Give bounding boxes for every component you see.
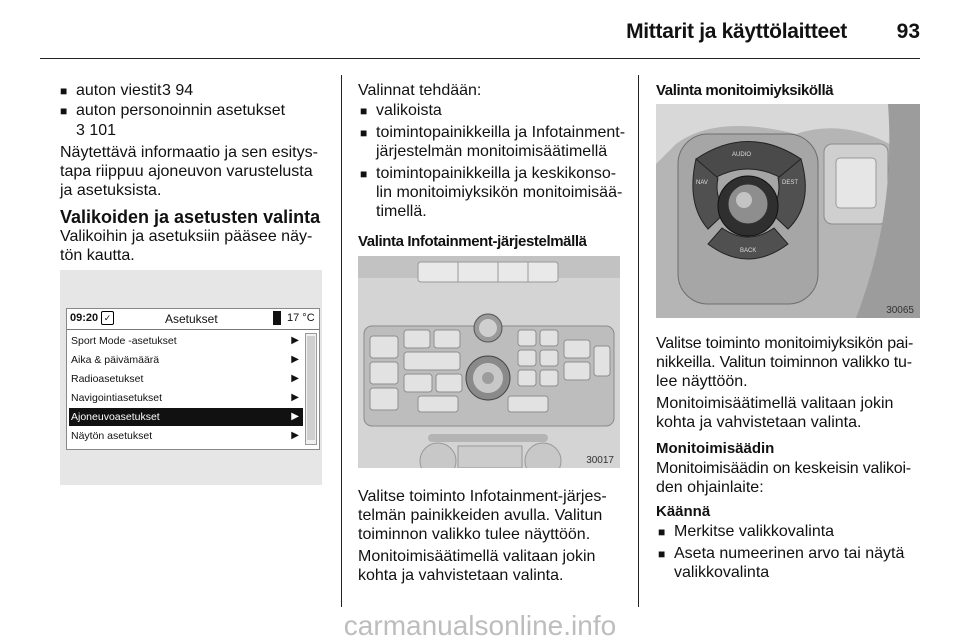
bullet-text: toimintopainikkeilla ja keskikonso- (376, 165, 617, 182)
scrollbar-thumb[interactable] (307, 336, 315, 440)
bullet-marker: ■ (658, 547, 666, 561)
menu-item[interactable] (69, 427, 303, 445)
section-heading: Valinta monitoimiyksiköllä (656, 82, 834, 99)
watermark: carmanualsonline.info (343, 610, 617, 641)
chevron-right-icon: ▶ (291, 430, 299, 441)
menu-item-label: Sport Mode -asetukset (71, 335, 177, 347)
bullet-marker: ■ (60, 84, 68, 98)
ref-text: 3 94 (162, 82, 194, 99)
bullet-text: järjestelmän monitoimisäätimellä (376, 143, 608, 160)
photo-label: 30065 (886, 305, 914, 316)
paragraph-line: Valinnat tehdään: (358, 82, 482, 99)
bullet-marker: ■ (60, 104, 68, 118)
column-divider-2 (638, 75, 639, 607)
column-divider-1 (341, 75, 342, 607)
menu-item-label: Navigointiasetukset (71, 392, 163, 404)
bullet-text: toimintopainikkeilla ja Infotainment- (376, 124, 626, 141)
screen-title: Asetukset (165, 312, 218, 326)
knob-label-dest: DEST (782, 180, 799, 186)
photo-label: 30017 (586, 455, 614, 466)
bullet-text: lin monitoimiyksikön monitoimisää- (376, 184, 623, 201)
chevron-right-icon: ▶ (291, 392, 299, 403)
section-heading: Valikoiden ja asetusten valinta (60, 207, 321, 227)
thermometer-icon (273, 311, 281, 325)
page-ref[interactable]: 3 101 (76, 122, 117, 139)
subheading: Käännä (656, 503, 711, 520)
check-icon: ✓ (101, 311, 114, 325)
console-knob-drawing (656, 104, 920, 318)
menu-item[interactable] (69, 332, 303, 350)
menu-item-label: Ajoneuvoasetukset (71, 411, 160, 423)
header-rule (40, 58, 920, 59)
menu-item-selected[interactable] (69, 408, 303, 426)
page-ref[interactable] (162, 81, 193, 101)
bullet-marker: ■ (360, 104, 368, 118)
paragraph-line: Monitoimisäädin on keskeisin valikoi- (656, 460, 911, 477)
paragraph-line: Näytettävä informaatio ja sen esitys- (60, 144, 318, 161)
page-number: 93 (896, 20, 920, 43)
chevron-right-icon: ▶ (291, 411, 299, 422)
chevron-right-icon: ▶ (291, 335, 299, 346)
menu-item-label: Radioasetukset (71, 373, 144, 385)
paragraph-line: telmän painikkeiden avulla. Valitun (358, 507, 603, 524)
paragraph-line: lee näyttöön. (656, 373, 748, 390)
bullet-text: valikoista (376, 102, 442, 119)
paragraph-line: tön kautta. (60, 247, 135, 264)
bullet-text: Aseta numeerinen arvo tai näytä (674, 545, 905, 562)
menu-item-label: Aika & päivämäärä (71, 354, 160, 366)
paragraph-line: den ohjainlaite: (656, 479, 764, 496)
bullet-text: valikkovalinta (674, 564, 770, 581)
console-knob-photo (656, 104, 920, 318)
paragraph-line: Valitse toiminto monitoimiyksikön pai- (656, 335, 914, 352)
knob-label-back: BACK (740, 248, 757, 254)
section-heading: Valinta Infotainment-järjestelmällä (358, 233, 587, 250)
knob-label-nav: NAV (696, 180, 708, 186)
menu-item-label: Näytön asetukset (71, 430, 153, 442)
section-heading: Monitoimisäädin (656, 440, 775, 457)
page-header (0, 0, 960, 62)
infotainment-panel-photo (358, 256, 620, 468)
knob-label-audio: AUDIO (732, 152, 752, 158)
screen-scrollbar[interactable] (305, 333, 317, 445)
paragraph-line: kohta ja vahvistetaan valinta. (656, 414, 862, 431)
bullet-marker: ■ (360, 167, 368, 181)
menu-item[interactable] (69, 370, 303, 388)
bullet-marker: ■ (658, 525, 666, 539)
settings-screen (66, 308, 320, 450)
page-title: Mittarit ja käyttölaitteet (626, 20, 847, 43)
infotainment-panel-drawing (358, 256, 620, 468)
bullet-text: Merkitse valikkovalinta (674, 523, 835, 540)
paragraph-line: nikkeilla. Valitun toiminnon valikko tu- (656, 354, 912, 371)
screen-time: 09:20 (70, 312, 99, 324)
bullet-text: timellä. (376, 203, 427, 220)
paragraph-line: kohta ja vahvistetaan valinta. (358, 567, 564, 584)
paragraph-line: Valitse toiminto Infotainment-järjes- (358, 488, 607, 505)
screen-header (67, 309, 319, 330)
bullet-text: auton viestit (76, 82, 162, 99)
chevron-right-icon: ▶ (291, 373, 299, 384)
paragraph-line: toiminnon valikko tulee näyttöön. (358, 526, 591, 543)
paragraph-line: ja asetuksista. (60, 182, 162, 199)
paragraph-line: Valikoihin ja asetuksiin pääsee näy- (60, 228, 313, 245)
paragraph-line: Monitoimisäätimellä valitaan jokin (656, 395, 894, 412)
paragraph-line: tapa riippuu ajoneuvon varustelusta (60, 163, 313, 180)
menu-item[interactable] (69, 389, 303, 407)
bullet-marker: ■ (360, 126, 368, 140)
chevron-right-icon: ▶ (291, 354, 299, 365)
paragraph-line: Monitoimisäätimellä valitaan jokin (358, 548, 596, 565)
menu-item[interactable] (69, 351, 303, 369)
screen-temp: 17 °C (287, 312, 315, 324)
bullet-text: auton personoinnin asetukset (76, 102, 286, 119)
